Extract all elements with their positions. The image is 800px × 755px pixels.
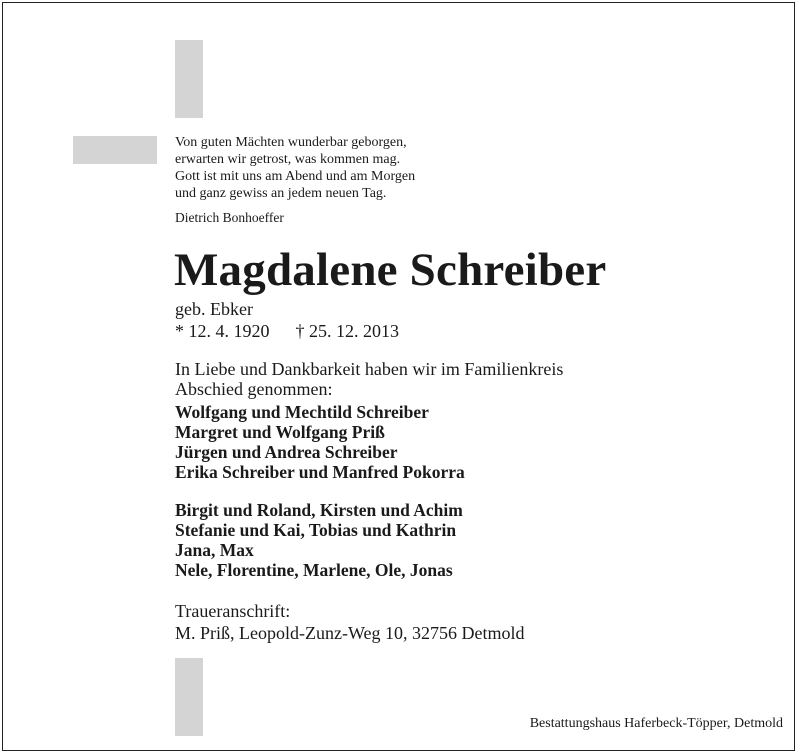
address-label: Traueranschrift: <box>175 601 291 621</box>
poem-author: Dietrich Bonhoeffer <box>175 210 284 225</box>
address-value: M. Priß, Leopold-Zunz-Weg 10, 32756 Detmold <box>175 623 525 643</box>
cross-arm-bar <box>73 136 157 164</box>
poem-line: und ganz gewiss an jedem neuen Tag. <box>175 186 387 201</box>
birth-date: * 12. 4. 1920 <box>175 321 270 341</box>
family-line: Stefanie und Kai, Tobias und Kathrin <box>175 520 457 540</box>
intro-line: In Liebe und Dankbarkeit haben wir im Familienkreis <box>175 359 564 379</box>
deceased-name: Magdalene Schreiber <box>174 244 607 296</box>
family-line: Birgit und Roland, Kirsten und Achim <box>175 500 463 520</box>
cross-bottom-bar <box>175 658 203 736</box>
mourning-address <box>175 600 525 644</box>
undertaker: Bestattungshaus Haferbeck-Töpper, Detmold <box>529 716 783 731</box>
family-line: Jana, Max <box>175 540 254 560</box>
maiden-name: geb. Ebker <box>175 299 253 319</box>
poem-line: Gott ist mit uns am Abend und am Morgen <box>175 169 416 184</box>
poem-line: Von guten Mächten wunderbar geborgen, <box>175 135 407 150</box>
intro-text <box>175 360 563 399</box>
family-children <box>175 402 465 482</box>
death-date: † 25. 12. 2013 <box>295 321 399 341</box>
poem-line: erwarten wir getrost, was kommen mag. <box>175 152 401 167</box>
poem <box>175 134 415 202</box>
intro-line: Abschied genommen: <box>175 378 333 399</box>
life-dates <box>175 321 399 342</box>
cross-top-bar <box>175 40 203 118</box>
family-line: Nele, Florentine, Marlene, Ole, Jonas <box>175 560 453 580</box>
family-line: Margret und Wolfgang Priß <box>175 422 385 442</box>
family-line: Wolfgang und Mechtild Schreiber <box>175 402 429 422</box>
family-grandchildren <box>175 500 463 580</box>
family-line: Jürgen und Andrea Schreiber <box>175 442 398 462</box>
family-line: Erika Schreiber und Manfred Pokorra <box>175 462 465 482</box>
